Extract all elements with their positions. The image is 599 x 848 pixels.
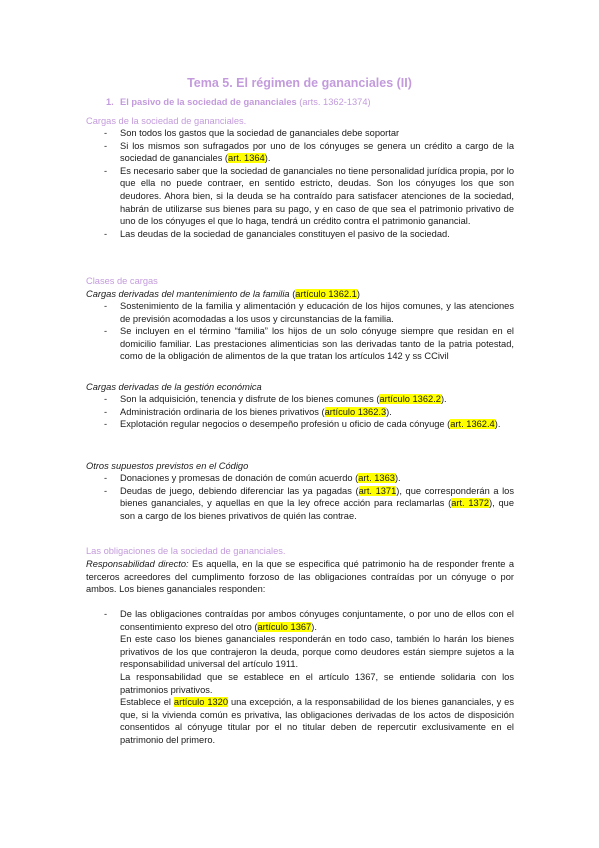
item-text: Se incluyen en el término “familia” los hijos de un solo cónyuge siempre que residan en el domicilio familiar. Las prestaciones alimenticias son las derivadas tanto de la patria potestad, como de la obligación de alimentos de la que tratan los artículos 142 y ss CCivil (120, 326, 514, 362)
cargas-list (86, 127, 514, 240)
list-item (86, 485, 514, 523)
section-heading-obligaciones: Las obligaciones de la sociedad de gananciales. (86, 546, 286, 556)
list-item (86, 228, 514, 241)
subsection-title: Cargas derivadas del mantenimiento de la familia (86, 289, 290, 299)
item-text: Deudas de juego, debiendo diferenciar las ya pagadas ( (120, 485, 359, 496)
obligaciones-list (86, 608, 514, 747)
article-reference: artículo 1362.2 (379, 394, 441, 404)
list-item (86, 406, 514, 419)
item-text: Son la adquisición, tenencia y disfrute de los bienes comunes ( (120, 394, 380, 404)
section-heading-clases: Clases de cargas (86, 276, 158, 286)
article-reference: art. 1372 (451, 498, 490, 509)
item-paragraph: En este caso los bienes gananciales responderán en todo caso, también lo harán los bienes privativos de los que contrajeron la deuda, porque como deudores están siempre sujetos a la responsabilidad universal del artículo 1911. (120, 634, 514, 670)
page-title: Tema 5. El régimen de gananciales (II) (187, 76, 412, 90)
article-reference: art. 1371 (358, 485, 397, 496)
subtitle-rest: (arts. 1362-1374) (296, 97, 371, 107)
item-text: ) (356, 289, 360, 299)
item-text: una excepción, a la responsabilidad de los bienes gananciales, y es que, si la vivienda común es privativa, las obligaciones derivadas de los actos de disposición consentidos al cónyuge titular por el no titular deben de repercutir exclusivamente en el patrimonio del primero. (120, 697, 514, 745)
item-text: Sostenimiento de la familia y alimentación y educación de los hijos comunes, y las atenciones de previsión acomodadas a los usos y circunstancias de la familia. (120, 301, 514, 324)
item-text: Las deudas de la sociedad de gananciales constituyen el pasivo de la sociedad. (120, 228, 450, 239)
subtitle-number: 1. (106, 97, 114, 107)
item-text: Donaciones y promesas de donación de común acuerdo ( (120, 473, 359, 483)
item-paragraph (120, 608, 514, 633)
section-subtitle (106, 96, 371, 109)
item-paragraph: La responsabilidad que se establece en el artículo 1367, se entiende solidaria con los patrimonios privativos. (120, 671, 514, 695)
list-item (86, 140, 514, 165)
article-reference: art. 1364 (228, 153, 265, 164)
subsection-otros: Otros supuestos previstos en el Código (86, 461, 249, 471)
section-heading-cargas: Cargas de la sociedad de gananciales. (86, 116, 247, 126)
intro-term: Responsabilidad directo: (86, 559, 189, 569)
item-text: De las obligaciones contraídas por ambos cónyuges conjuntamente, o por uno de ellos con el consentimiento expreso del otro ( (120, 609, 514, 632)
list-item (86, 127, 514, 140)
item-text: ). (386, 406, 392, 417)
subsection-mantenimiento (86, 288, 514, 301)
item-paragraph (120, 696, 514, 746)
article-reference: artículo 1362.3 (324, 406, 387, 417)
list-item (86, 300, 514, 325)
list-item (86, 472, 514, 485)
item-text: Si los mismos son sufragados por uno de los cónyuges se genera un crédito a cargo de la sociedad de gananciales ( (120, 140, 514, 164)
item-text: Explotación regular negocios o desempeño profesión u oficio de cada cónyuge ( (120, 419, 451, 430)
article-reference: art. 1362.4 (450, 419, 495, 430)
item-text: ( (289, 289, 296, 299)
item-text: ). (494, 419, 501, 430)
list-item (86, 325, 514, 363)
item-text: Son todos los gastos que la sociedad de gananciales debe soportar (120, 128, 400, 138)
item-text: ). (264, 153, 271, 164)
article-reference: artículo 1362.1 (295, 289, 357, 299)
item-text: Administración ordinaria de los bienes privativos ( (120, 406, 325, 417)
gestion-list (86, 393, 514, 431)
article-reference: artículo 1367 (257, 621, 312, 632)
list-item (86, 165, 514, 228)
list-item (86, 608, 514, 747)
otros-list (86, 472, 514, 522)
item-text: ), que son a cargo de los bienes privativos de quién las contrae. (120, 498, 514, 521)
subtitle-bold: El pasivo de la sociedad de gananciales (120, 97, 297, 107)
item-text: ). (394, 473, 401, 483)
article-reference: artículo 1320 (173, 697, 229, 708)
list-item (86, 418, 514, 431)
mantenimiento-list (86, 300, 514, 363)
item-text: ). (311, 621, 317, 632)
item-text: Es necesario saber que la sociedad de gananciales no tiene personalidad jurídica propia, por lo que ella no puede contraer, en sentido estricto, deudas. Son los cónyuges los que son deudores. Ahora bien, si la deuda se ha contraído para satisfacer atenciones de la sociedad, habrán de utilizarse sus bienes para su pago, y en caso de que sea el patrimonio privativo de uno de los cónyuges el que lo haga, tendrá un crédito contra el patrimonio ganancial. (120, 165, 514, 227)
subsection-gestion: Cargas derivadas de la gestión económica (86, 382, 262, 392)
article-reference: art. 1363 (358, 473, 395, 483)
item-text: ). (440, 394, 447, 404)
item-text: Establece el (120, 697, 174, 708)
item-text: ), que corresponderán a los bienes gananciales, y aquellas en que la ley ofrece acción para reclamarlas ( (120, 485, 514, 509)
intro-text: Es aquella, en la que se especifica qué patrimonio ha de responder frente a terceros acreedores del cumplimento forzoso de las obligaciones contraídas por un cónyuge o por ambos. Los bienes gananciales responden: (86, 559, 514, 595)
responsabilidad-intro (86, 558, 514, 596)
list-item (86, 393, 514, 406)
